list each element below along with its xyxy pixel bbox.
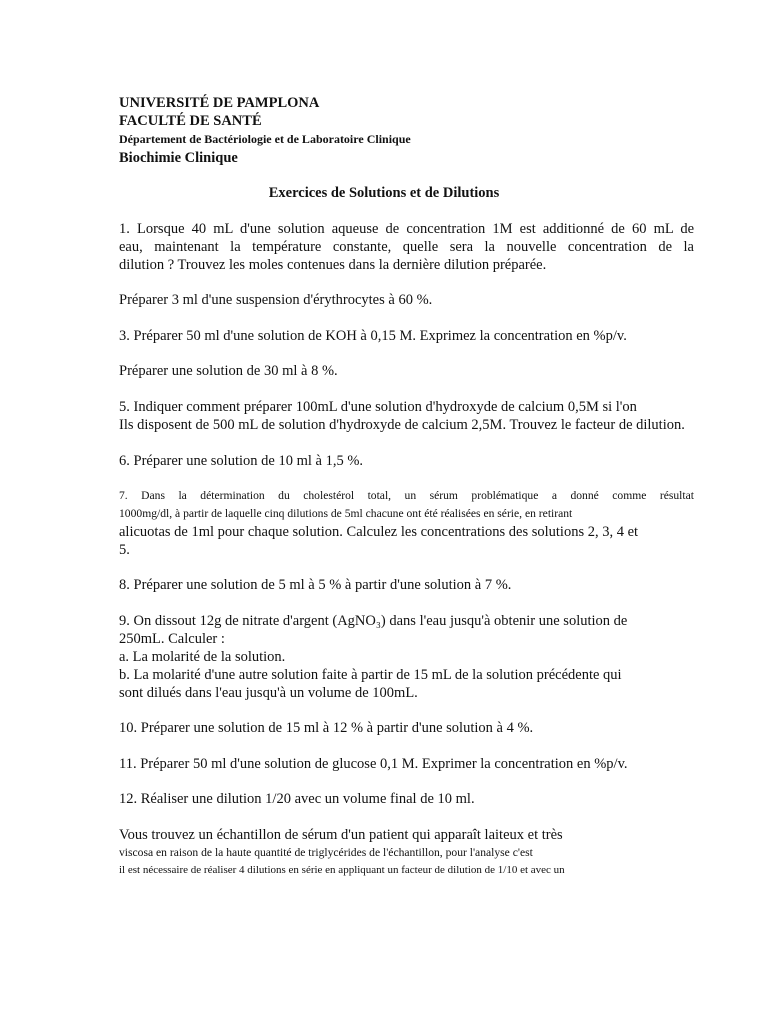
exercise-9-line: a. La molarité de la solution.: [119, 649, 286, 665]
exercise-9-line: 250mL. Calculer :: [119, 631, 225, 647]
exercise-1-line: dilution ? Trouvez les moles contenues dans la dernière dilution préparée.: [119, 257, 547, 273]
exercise-9-line: sont dilués dans l'eau jusqu'à un volume de 100mL.: [119, 685, 418, 701]
exercise-9-line: b. La molarité d'une autre solution faite à partir de 15 mL de la solution précédente qui: [119, 667, 622, 683]
exercise-12-line: 12. Réaliser une dilution 1/20 avec un volume final de 10 ml.: [119, 791, 475, 807]
university-name: UNIVERSITÉ DE PAMPLONA: [119, 95, 320, 111]
exercise-1-line: 1. Lorsque 40 mL d'une solution aqueuse de concentration 1M est additionné de 60 mL de: [119, 221, 694, 237]
faculty-name: FACULTÉ DE SANTÉ: [119, 113, 262, 129]
exercise-4-line: Préparer une solution de 30 ml à 8 %.: [119, 363, 338, 379]
exercise-7-line: 5.: [119, 542, 130, 558]
exercise-11-line: 11. Préparer 50 ml d'une solution de glucose 0,1 M. Exprimer la concentration en %p/v.: [119, 756, 628, 772]
document-title: Exercices de Solutions et de Dilutions: [268, 185, 500, 201]
course-name: Biochimie Clinique: [119, 150, 238, 166]
exercise-5-line: 5. Indiquer comment préparer 100mL d'une solution d'hydroxyde de calcium 0,5M si l'on: [119, 399, 637, 415]
exercise-9-line: 9. On dissout 12g de nitrate d'argent (AgNO₃) dans l'eau jusqu'à obtenir une solution de: [119, 613, 628, 629]
exercise-7-line: 1000mg/dl, à partir de laquelle cinq dilutions de 5ml chacune ont été réalisées en série, en retirant: [119, 507, 573, 520]
exercise-2-line: Préparer 3 ml d'une suspension d'érythrocytes à 60 %.: [119, 292, 433, 308]
final-paragraph-line: Vous trouvez un échantillon de sérum d'un patient qui apparaît laiteux et très: [119, 827, 563, 843]
exercise-5-line: Ils disposent de 500 mL de solution d'hydroxyde de calcium 2,5M. Trouvez le facteur de dilution.: [119, 417, 685, 433]
exercise-7-line: alicuotas de 1ml pour chaque solution. Calculez les concentrations des solutions 2, 3, 4 et: [119, 524, 639, 540]
exercise-3-line: 3. Préparer 50 ml d'une solution de KOH à 0,15 M. Exprimez la concentration en %p/v.: [119, 328, 627, 344]
exercise-10-line: 10. Préparer une solution de 15 ml à 12 % à partir d'une solution à 4 %.: [119, 720, 534, 736]
final-paragraph-line: il est nécessaire de réaliser 4 dilutions en série en appliquant un facteur de dilution de 1/10 et avec un: [119, 864, 565, 876]
exercise-8-line: 8. Préparer une solution de 5 ml à 5 % à partir d'une solution à 7 %.: [119, 577, 512, 593]
exercise-1-line: eau, maintenant la température constante, quelle sera la nouvelle concentration de la: [119, 239, 694, 255]
exercise-6-line: 6. Préparer une solution de 10 ml à 1,5 %.: [119, 453, 364, 469]
department-name: Département de Bactériologie et de Laboratoire Clinique: [119, 132, 411, 146]
exercise-7-line: 7. Dans la détermination du cholestérol total, un sérum problématique a donné comme résultat: [119, 489, 694, 502]
final-paragraph-line: viscosa en raison de la haute quantité de triglycérides de l'échantillon, pour l'analyse c'est: [119, 846, 533, 859]
